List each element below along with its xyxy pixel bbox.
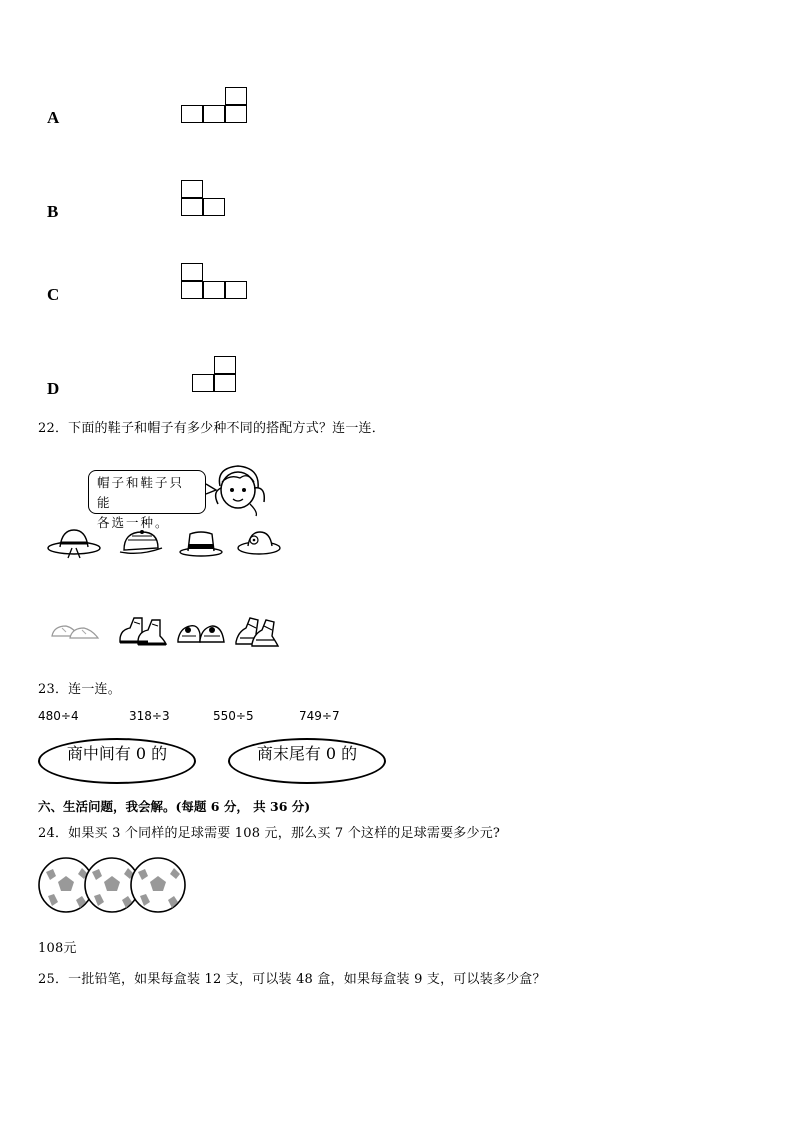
- square: [181, 105, 203, 123]
- option-d-figure: [192, 356, 238, 394]
- bubble-line-1: 帽子和鞋子只能: [97, 475, 185, 510]
- option-a-label: A: [47, 108, 60, 127]
- shoe-icon: [48, 614, 102, 646]
- square: [192, 374, 214, 392]
- question-22: 22．下面的鞋子和帽子有多少种不同的搭配方式？连一连．: [38, 421, 385, 436]
- option-d-label: D: [47, 379, 60, 398]
- expression-4: 749÷7: [299, 709, 340, 723]
- footballs-image: [38, 854, 186, 916]
- hat-icon: [178, 528, 224, 560]
- square: [203, 105, 225, 123]
- square: [203, 198, 225, 216]
- option-b-figure: [181, 180, 227, 218]
- expression-2: 318÷3: [129, 709, 170, 723]
- square: [181, 180, 203, 198]
- question-24: 24．如果买 3 个同样的足球需要 108 元，那么买 7 个这样的足球需要多少元?: [38, 826, 501, 841]
- square: [225, 87, 247, 105]
- option-c-figure: [181, 263, 249, 301]
- option-b-label: B: [47, 202, 59, 221]
- cap-icon: [118, 526, 164, 560]
- ellipse-middle-zero: [38, 738, 196, 784]
- square: [214, 356, 236, 374]
- ellipse-end-zero-label: 商末尾有 0 的: [256, 744, 358, 763]
- speech-bubble: [88, 470, 206, 530]
- shoe-icon: [118, 612, 168, 648]
- bubble-line-2: 各选一种。: [97, 515, 170, 530]
- option-a-figure: [181, 87, 249, 125]
- football-price: 108元: [38, 941, 77, 956]
- option-c-label: C: [47, 285, 60, 304]
- question-23: 23．连一连。: [38, 682, 121, 697]
- question-25: 25．一批铅笔，如果每盒装 12 支，可以装 48 盒，如果每盒装 9 支，可以装多少盒？: [38, 972, 546, 987]
- section-6-title: 六、生活问题，我会解。(每题 6 分， 共 36 分): [38, 799, 311, 814]
- square: [203, 281, 225, 299]
- ellipse-end-zero: [228, 738, 386, 784]
- shoe-icon: [234, 614, 280, 648]
- ellipse-middle-zero-label: 商中间有 0 的: [66, 744, 168, 763]
- square: [214, 374, 236, 392]
- shoe-icon: [176, 614, 226, 646]
- hat-icon: [46, 526, 102, 560]
- square: [181, 198, 203, 216]
- expression-1: 480÷4: [38, 709, 79, 723]
- square: [225, 105, 247, 123]
- square: [225, 281, 247, 299]
- girl-icon: [210, 462, 270, 518]
- hat-icon: [236, 526, 282, 558]
- square: [181, 263, 203, 281]
- square: [181, 281, 203, 299]
- expression-3: 550÷5: [213, 709, 254, 723]
- football-icon: [131, 858, 185, 912]
